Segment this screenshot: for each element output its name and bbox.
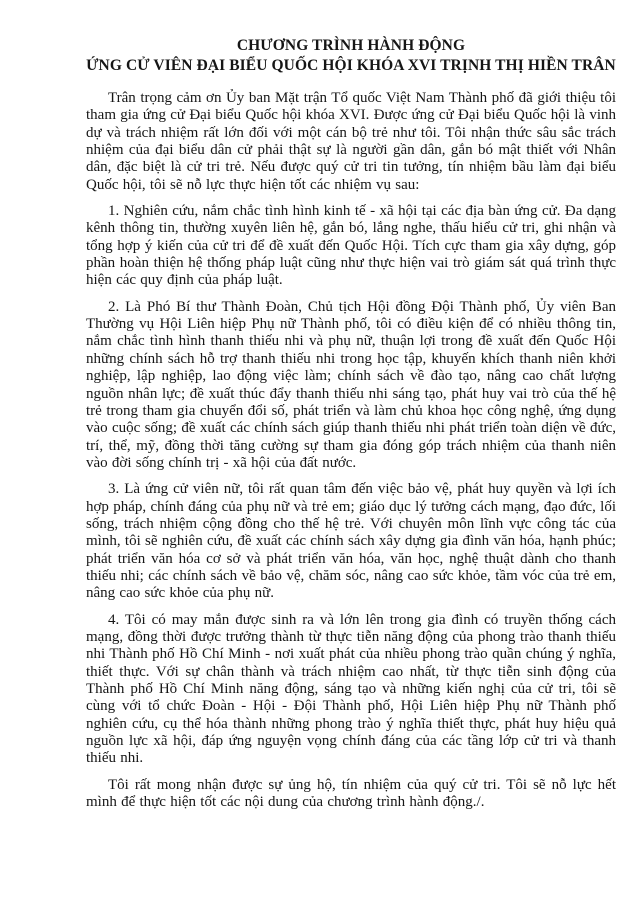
paragraph-intro: Trân trọng cảm ơn Ủy ban Mặt trận Tổ quốc Việt Nam Thành phố đã giới thiệu tôi tham gia ứng cử Đại biểu Quốc hội khóa XVI. Được ứng cử Đại biểu Quốc hội là vinh dự và trách nhiệm rất lớn đối với một cán bộ trẻ như tôi. Tôi nhận thức sâu sắc trách nhiệm của đại biểu dân cử phải thật sự là người gần dân, gắn bó mật thiết với Nhân dân, đặc biệt là cử tri trẻ. Nếu được quý cử tri tin tưởng, tín nhiệm bầu làm đại biểu Quốc hội, tôi sẽ nỗ lực thực hiện tốt các nhiệm vụ sau: bbox=[86, 90, 616, 193]
paragraph-task-1: 1. Nghiên cứu, nắm chắc tình hình kinh tế - xã hội tại các địa bàn ứng cử. Đa dạng kênh thông tin, thường xuyên liên hệ, gắn bó, lắng nghe, thấu hiểu cử tri, ghi nhận và tổng hợp ý kiến của cử tri để đề xuất đến Quốc Hội. Tích cực tham gia xây dựng, góp phần hoàn thiện hệ thống pháp luật cũng như thực hiện vai trò giám sát quá trình thực hiện các quy định của pháp luật. bbox=[86, 203, 616, 289]
document-title bbox=[86, 36, 616, 76]
paragraph-task-3: 3. Là ứng cử viên nữ, tôi rất quan tâm đến việc bảo vệ, phát huy quyền và lợi ích hợp pháp, chính đáng của phụ nữ và trẻ em; giáo dục lý tưởng cách mạng, đạo đức, lối sống, trách nhiệm cộng đồng cho thế hệ trẻ. Với chuyên môn lĩnh vực công tác của mình, tôi sẽ nghiên cứu, đề xuất các chính sách xây dựng gia đình văn hóa, hạnh phúc; phát triển văn hóa cơ sở và phát triển văn hóa, văn học, nghệ thuật dành cho thanh thiếu nhi; các chính sách về bảo vệ, chăm sóc, nâng cao sức khỏe, tầm vóc của trẻ em, nâng cao sức khỏe của phụ nữ. bbox=[86, 481, 616, 602]
paragraph-task-2: 2. Là Phó Bí thư Thành Đoàn, Chủ tịch Hội đồng Đội Thành phố, Ủy viên Ban Thường vụ Hội Liên hiệp Phụ nữ Thành phố, tôi có điều kiện để có nhiều thông tin, nắm chắc tình hình thanh thiếu nhi và phụ nữ, thuận lợi trong đề xuất đến Quốc Hội những chính sách hỗ trợ thanh thiếu nhi trong học tập, khuyến khích thanh niên khởi nghiệp, lập nghiệp, lao động việc làm; chính sách về đào tạo, nâng cao chất lượng nguồn nhân lực; đề xuất thúc đẩy thanh thiếu nhi sáng tạo, phát huy vai trò của thế hệ trẻ trong tham gia chuyển đổi số, phát triển và làm chủ khoa học công nghệ, ứng dụng vào cuộc sống; đề xuất các chính sách giúp thanh thiếu nhi phát triển toàn diện về đức, trí, thể, mỹ, đồng thời tăng cường sự tham gia đóng góp trách nhiệm của thanh niên vào đời sống chính trị - xã hội của đất nước. bbox=[86, 298, 616, 471]
title-line-1: CHƯƠNG TRÌNH HÀNH ĐỘNG bbox=[236, 37, 466, 54]
paragraph-closing: Tôi rất mong nhận được sự ủng hộ, tín nhiệm của quý cử tri. Tôi sẽ nỗ lực hết mình để thực hiện tốt các nội dung của chương trình hành động./. bbox=[86, 776, 616, 811]
title-line-2: ỨNG CỬ VIÊN ĐẠI BIỂU QUỐC HỘI KHÓA XVI TRỊNH THỊ HIỀN TRÂN bbox=[86, 57, 616, 74]
paragraph-task-4: 4. Tôi có may mắn được sinh ra và lớn lên trong gia đình có truyền thống cách mạng, đồng thời được trưởng thành từ thực tiễn năng động của phong trào thanh thiếu nhi Thành phố Hồ Chí Minh - nơi xuất phát của nhiều phong trào quần chúng ý nghĩa, thiết thực. Với sự chân thành và trách nhiệm cao nhất, từ thực tiễn sinh động của Thành phố Hồ Chí Minh năng động, sáng tạo và những kiến nghị của cử tri, tôi sẽ cùng với tổ chức Đoàn - Hội - Đội Thành phố, Hội Liên hiệp Phụ nữ Thành phố nghiên cứu, cụ thể hóa thành những phong trào ý nghĩa thiết thực, phát huy hiệu quả nguồn lực xã hội, đáp ứng nguyện vọng chính đáng của các tầng lớp cử tri và thanh thiếu nhi. bbox=[86, 611, 616, 767]
